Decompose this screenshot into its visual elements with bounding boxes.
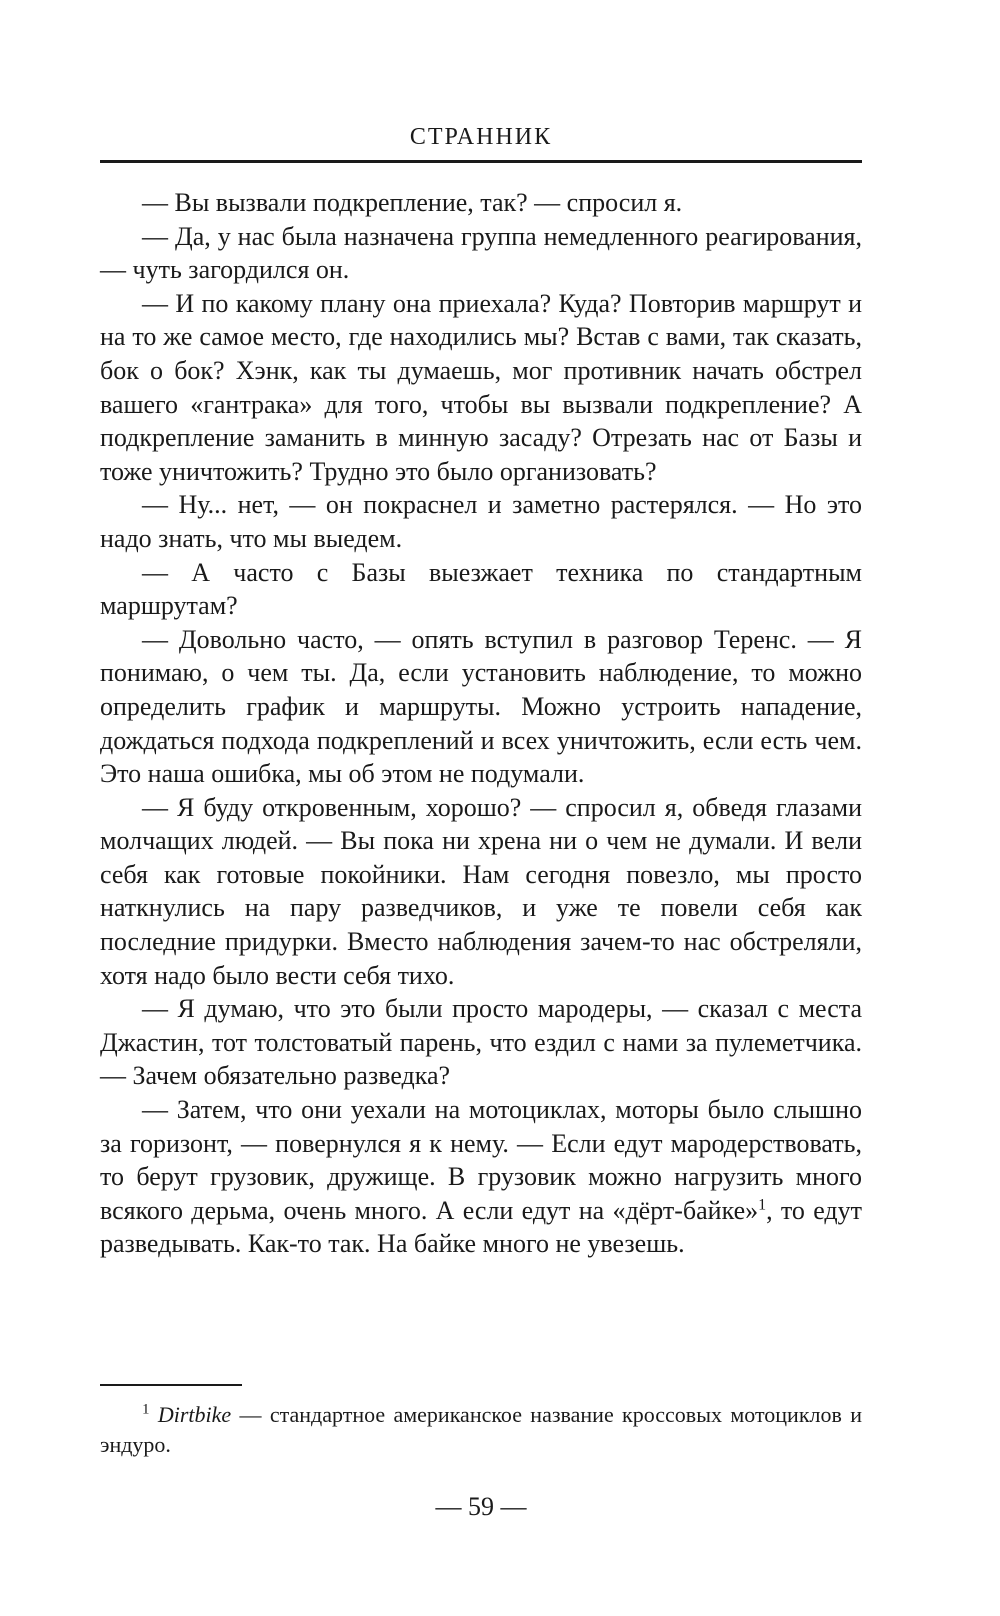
page-number: — 59 — [435, 1492, 527, 1521]
footnote-term: Dirtbike [157, 1402, 232, 1427]
header-rule [100, 160, 862, 163]
footnote-marker: 1 [142, 1401, 150, 1418]
paragraph: — А часто с Базы выезжает техника по стандартным маршрутам? [100, 557, 862, 621]
paragraph-text-after-mark: , то едут разведывать. Как-то так. На байке много не увезешь. [100, 1195, 862, 1259]
running-head-title: СТРАННИК [409, 124, 553, 150]
paragraph: — Вы вызвали подкрепление, так? — спросил я. [142, 188, 683, 217]
footnote-reference-mark[interactable]: 1 [758, 1196, 767, 1214]
paragraph: — Довольно часто, — опять вступил в разговор Теренс. — Я понимаю, о чем ты. Да, если установить наблюдение, то можно определить график и маршруты. Можно устроить нападение, дождаться подхода подкреплений и всех уничтожить, если есть чем. Это наша ошибка, мы об этом не подумали. [100, 624, 862, 789]
footnote-text: — стандартное американское название кроссовых мотоциклов и эндуро. [100, 1402, 862, 1457]
paragraph-with-footnote-mark [100, 1093, 862, 1261]
paragraph: — Я думаю, что это были просто мародеры, — сказал с места Джастин, тот толстоватый парень, что ездил с нами за пулеметчика. — Зачем обязательно разведка? [100, 994, 862, 1091]
footnote [100, 1400, 862, 1460]
footnote-rule [100, 1384, 242, 1386]
body-text [100, 186, 862, 1261]
paragraph: — Я буду откровенным, хорошо? — спросил я, обведя глазами молчащих людей. — Вы пока ни хрена ни о чем не думали. И вели себя как готовые покойники. Нам сегодня повезло, мы просто наткнулись на пару разведчиков, и уже те повели себя как последние придурки. Вместо наблюдения зачем-то нас обстреляли, хотя надо было вести себя тихо. [100, 792, 862, 990]
paragraph: — Ну... нет, — он покраснел и заметно растерялся. — Но это надо знать, что мы выедем. [100, 490, 862, 553]
paragraph: — Да, у нас была назначена группа немедленного реагирования, — чуть загордился он. [100, 221, 862, 285]
paragraph-text-before-mark: — Затем, что они уехали на мотоциклах, моторы было слышно за горизонт, — повернулся я к нему. — Если едут мародерствовать, то берут грузовик, дружище. В грузовик можно нагрузить много всякого дерьма, очень много. А если едут на «дёрт-байке» [100, 1095, 862, 1225]
paragraph: — И по какому плану она приехала? Куда? Повторив маршрут и на то же самое место, где находились мы? Встав с вами, так сказать, бок о бок? Хэнк, как ты думаешь, мог противник начать обстрел вашего «гантрака» для того, чтобы вы вызвали подкрепление? А подкрепление заманить в минную засаду? Отрезать нас от Базы и тоже уничтожить? Трудно это было организовать? [100, 288, 862, 486]
